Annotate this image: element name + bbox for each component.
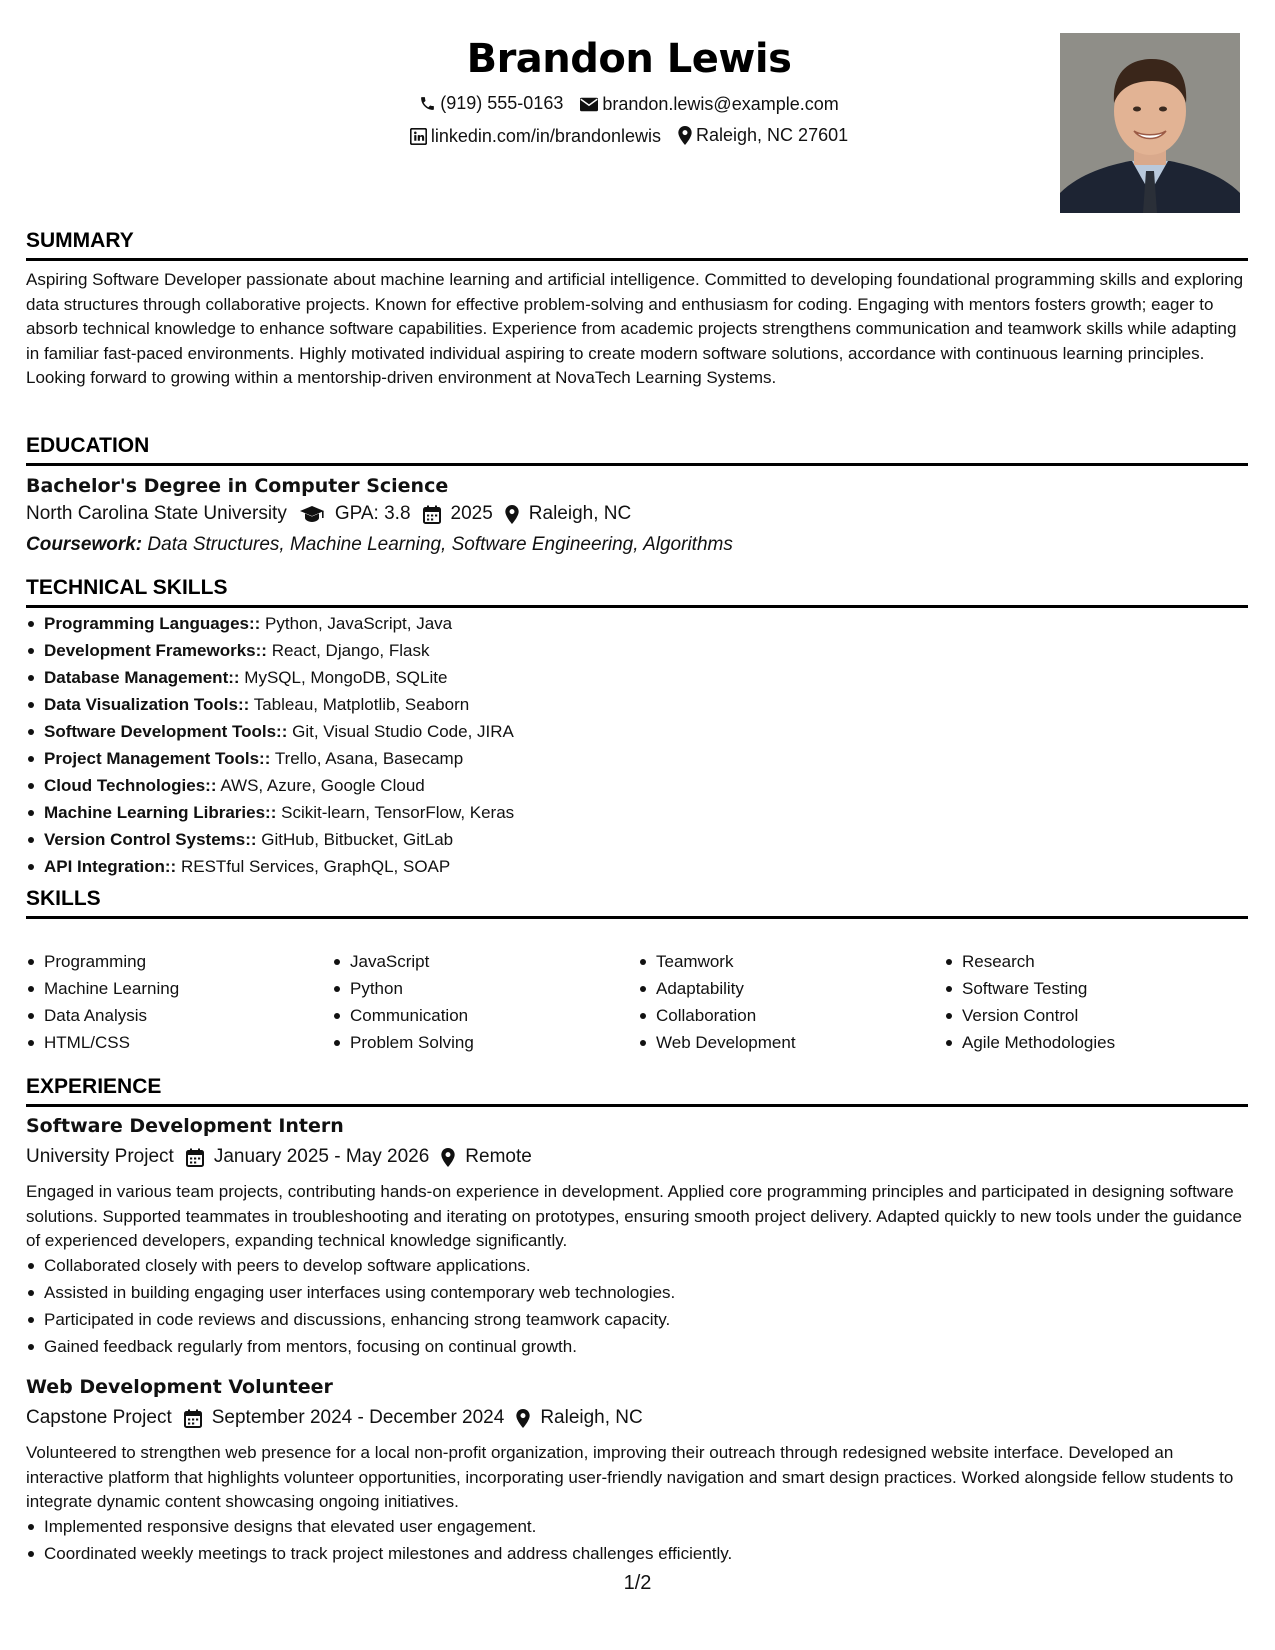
calendar-icon bbox=[184, 1409, 202, 1428]
technical-skills-list bbox=[44, 610, 514, 880]
phone-text: (919) 555-0163 bbox=[440, 93, 564, 113]
linkedin-link[interactable]: linkedin.com/in/brandonlewis bbox=[430, 126, 661, 146]
list-item bbox=[44, 853, 514, 880]
email-link[interactable]: brandon.lewis@example.com bbox=[602, 94, 839, 114]
graduation-cap-icon bbox=[299, 505, 325, 523]
skills-column bbox=[656, 948, 962, 1056]
job-details bbox=[26, 1407, 643, 1429]
calendar-icon bbox=[186, 1148, 204, 1167]
list-item: Agile Methodologies bbox=[962, 1029, 1268, 1056]
list-item: Data Analysis bbox=[44, 1002, 350, 1029]
list-item bbox=[44, 718, 514, 745]
skills-column bbox=[44, 948, 350, 1056]
job-title: Software Development Intern bbox=[26, 1115, 344, 1137]
experience-heading: EXPERIENCE bbox=[26, 1075, 162, 1098]
list-item: JavaScript bbox=[350, 948, 656, 975]
phone-icon bbox=[419, 95, 436, 112]
list-item bbox=[44, 772, 514, 799]
list-item: Software Testing bbox=[962, 975, 1268, 1002]
list-item: HTML/CSS bbox=[44, 1029, 350, 1056]
skill-category-value: Git, Visual Studio Code, JIRA bbox=[292, 722, 514, 741]
experience-divider bbox=[26, 1104, 1248, 1107]
skill-category-value: RESTful Services, GraphQL, SOAP bbox=[180, 857, 451, 876]
list-item bbox=[44, 610, 514, 637]
technical-skills-divider bbox=[26, 605, 1248, 608]
list-item: Python bbox=[350, 975, 656, 1002]
envelope-icon bbox=[580, 97, 598, 112]
school-name: North Carolina State University bbox=[26, 503, 287, 524]
list-item bbox=[44, 664, 514, 691]
skill-category-value: Python, JavaScript, Java bbox=[265, 614, 453, 633]
linkedin-icon bbox=[410, 128, 427, 145]
list-item: Research bbox=[962, 948, 1268, 975]
skill-category-label: Data Visualization Tools:: bbox=[44, 695, 250, 714]
job-description: Volunteered to strengthen web presence for a local non-profit organization, improving their outreach through redesigned website interface. Developed an interactive platform that highlights volunteer opportunities, incorporating user-friendly navigation and smart design practices. Worked alongside fellow students to integrate dynamic content showcasing ongoing initiatives. bbox=[26, 1443, 1234, 1511]
list-item bbox=[44, 799, 514, 826]
education-location: Raleigh, NC bbox=[528, 503, 632, 524]
job-dates: September 2024 - December 2024 bbox=[211, 1407, 505, 1428]
list-item: Assisted in building engaging user interfaces using contemporary web technologies. bbox=[44, 1279, 675, 1306]
job-organization: Capstone Project bbox=[26, 1407, 172, 1428]
education-details bbox=[26, 503, 631, 525]
education-heading: EDUCATION bbox=[26, 434, 150, 457]
location-item bbox=[678, 125, 848, 146]
list-item: Teamwork bbox=[656, 948, 962, 975]
job-location: Remote bbox=[465, 1146, 532, 1167]
skills-column bbox=[350, 948, 656, 1056]
list-item bbox=[44, 637, 514, 664]
job-bullets bbox=[44, 1252, 675, 1360]
job-title: Web Development Volunteer bbox=[26, 1376, 333, 1398]
job-details bbox=[26, 1146, 532, 1168]
gpa-text: GPA: 3.8 bbox=[334, 503, 411, 524]
list-item: Machine Learning bbox=[44, 975, 350, 1002]
list-item: Coordinated weekly meetings to track project milestones and address challenges efficiently. bbox=[44, 1540, 732, 1567]
skills-column bbox=[962, 948, 1268, 1056]
list-item bbox=[44, 826, 514, 853]
calendar-icon bbox=[423, 505, 441, 524]
skill-category-label: Machine Learning Libraries:: bbox=[44, 803, 277, 822]
map-pin-icon bbox=[516, 1409, 530, 1428]
map-pin-icon bbox=[505, 505, 519, 524]
skill-category-value: Trello, Asana, Basecamp bbox=[274, 749, 464, 768]
skills-heading: SKILLS bbox=[26, 887, 101, 910]
coursework-label: Coursework: bbox=[26, 534, 143, 555]
technical-skills-heading: TECHNICAL SKILLS bbox=[26, 576, 228, 599]
linkedin-item[interactable] bbox=[410, 126, 661, 147]
map-pin-icon bbox=[678, 126, 692, 145]
skill-category-label: Project Management Tools:: bbox=[44, 749, 271, 768]
list-item: Collaboration bbox=[656, 1002, 962, 1029]
education-divider bbox=[26, 463, 1248, 466]
skills-grid bbox=[44, 948, 1264, 1056]
skill-category-value: React, Django, Flask bbox=[271, 641, 430, 660]
email-item[interactable] bbox=[580, 94, 838, 115]
job-dates: January 2025 - May 2026 bbox=[213, 1146, 430, 1167]
list-item: Adaptability bbox=[656, 975, 962, 1002]
list-item: Problem Solving bbox=[350, 1029, 656, 1056]
skill-category-label: Software Development Tools:: bbox=[44, 722, 288, 741]
skill-category-label: API Integration:: bbox=[44, 857, 177, 876]
coursework-list: Data Structures, Machine Learning, Software Engineering, Algorithms bbox=[147, 534, 733, 555]
job-organization: University Project bbox=[26, 1146, 174, 1167]
summary-text: Aspiring Software Developer passionate about machine learning and artificial intelligence. Committed to developing foundational programming skills and exploring data structures through collaborative projects. Known for effective problem-solving and enthusiasm for coding. Engaging with mentors fosters growth; eager to absorb technical knowledge to enhance software capabilities. Experience from academic projects strengthens communication and teamwork skills while adapting in familiar fast-paced environments. Highly motivated individual aspiring to create modern software solutions, accordance with continuous learning principles. Looking forward to growing within a mentorship-driven environment at NovaTech Learning Systems. bbox=[26, 270, 1244, 387]
skill-category-label: Version Control Systems:: bbox=[44, 830, 257, 849]
list-item: Communication bbox=[350, 1002, 656, 1029]
skill-category-value: Tableau, Matplotlib, Seaborn bbox=[253, 695, 470, 714]
job-bullets bbox=[44, 1513, 732, 1567]
skills-divider bbox=[26, 916, 1248, 919]
skill-category-value: AWS, Azure, Google Cloud bbox=[220, 776, 425, 795]
job-description: Engaged in various team projects, contributing hands-on experience in development. Applied core programming principles and participated in designing software solutions. Supported teammates in troubleshooting and iterating on prototypes, ensuring smooth project delivery. Adapted quickly to new tools under the guidance of experienced developers, expanding technical knowledge significantly. bbox=[26, 1182, 1242, 1250]
list-item: Participated in code reviews and discussions, enhancing strong teamwork capacity. bbox=[44, 1306, 675, 1333]
job-location: Raleigh, NC bbox=[540, 1407, 643, 1428]
list-item: Collaborated closely with peers to develop software applications. bbox=[44, 1252, 675, 1279]
skill-category-label: Programming Languages:: bbox=[44, 614, 261, 633]
phone-item bbox=[419, 93, 563, 114]
list-item: Gained feedback regularly from mentors, focusing on continual growth. bbox=[44, 1333, 675, 1360]
skill-category-value: Scikit-learn, TensorFlow, Keras bbox=[281, 803, 515, 822]
skill-category-value: GitHub, Bitbucket, GitLab bbox=[261, 830, 454, 849]
list-item: Programming bbox=[44, 948, 350, 975]
graduation-year: 2025 bbox=[450, 503, 493, 524]
page-number: 1/2 bbox=[623, 1572, 652, 1594]
location-text: Raleigh, NC 27601 bbox=[696, 125, 849, 145]
profile-photo bbox=[1060, 33, 1240, 213]
skill-category-label: Cloud Technologies:: bbox=[44, 776, 217, 795]
candidate-name: Brandon Lewis bbox=[466, 36, 792, 82]
summary-divider bbox=[26, 258, 1248, 261]
list-item: Implemented responsive designs that elevated user engagement. bbox=[44, 1513, 732, 1540]
degree-title: Bachelor's Degree in Computer Science bbox=[26, 475, 449, 497]
map-pin-icon bbox=[441, 1148, 455, 1167]
list-item bbox=[44, 745, 514, 772]
skill-category-label: Development Frameworks:: bbox=[44, 641, 267, 660]
list-item bbox=[44, 691, 514, 718]
coursework-line bbox=[26, 534, 733, 556]
skill-category-label: Database Management:: bbox=[44, 668, 240, 687]
skill-category-value: MySQL, MongoDB, SQLite bbox=[244, 668, 448, 687]
list-item: Version Control bbox=[962, 1002, 1268, 1029]
list-item: Web Development bbox=[656, 1029, 962, 1056]
summary-heading: SUMMARY bbox=[26, 229, 134, 252]
